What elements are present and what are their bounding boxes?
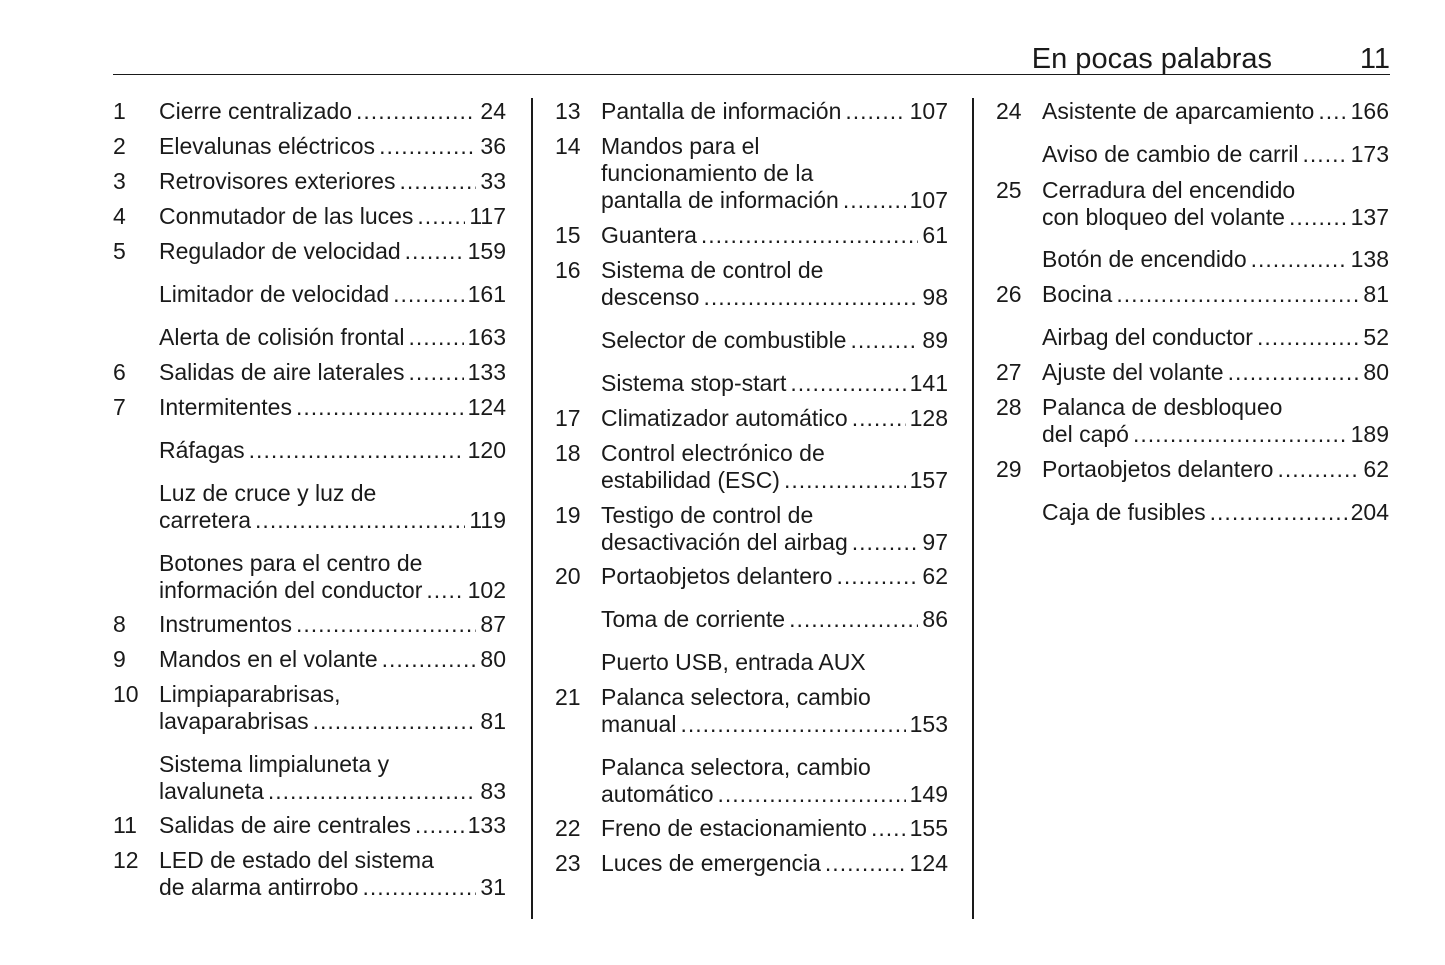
entry-text: Guantera [601,222,697,248]
entry-text: Alerta de colisión frontal [159,324,405,350]
dot-leader [408,359,463,386]
entry-text: lavaluneta [159,778,264,804]
dot-leader [405,238,464,265]
entry-text: funcionamiento de la [601,160,814,186]
page-reference: 189 [1350,421,1389,447]
dot-leader [843,187,906,214]
entry-text: Luz de cruce y luz de [159,480,377,506]
entry-text: Ajuste del volante [1042,359,1224,385]
entry-text: estabilidad (ESC) [601,467,780,493]
entry-text: Testigo de control de [601,502,814,528]
dot-leader [703,284,918,311]
entry-text: Portaobjetos delantero [1042,456,1274,482]
page-reference: 80 [1363,359,1389,385]
entry-text: Caja de fusibles [1042,499,1206,525]
dot-leader [399,168,476,195]
entry-number: 26 [996,281,1022,307]
entry-number: 5 [113,238,126,264]
entry-number: 4 [113,203,126,229]
page-reference: 137 [1350,204,1389,230]
entry-number: 2 [113,133,126,159]
entry-text: Limitador de velocidad [159,281,390,307]
dot-leader [845,98,905,125]
entry-text: Ráfagas [159,437,245,463]
page-reference: 141 [909,370,948,396]
entry-text: del capó [1042,421,1129,447]
entry-text: Freno de estacionamiento [601,815,867,841]
entry-number: 13 [555,98,581,124]
page-reference: 120 [467,437,506,463]
entry-number: 21 [555,684,581,710]
dot-leader [426,577,463,604]
dot-leader [393,281,463,308]
entry-text: Limpiaparabrisas, [159,681,341,707]
dot-leader [362,874,476,901]
entry-text: Botones para el centro de [159,550,423,576]
entry-number: 27 [996,359,1022,385]
page-reference: 86 [922,606,948,632]
page-reference: 155 [909,815,948,841]
page-reference: 159 [467,238,506,264]
dot-leader [296,394,464,421]
page-reference: 107 [909,187,948,213]
dot-leader [718,781,906,808]
entry-number: 10 [113,681,139,707]
dot-leader [789,606,918,633]
entry-number: 12 [113,847,139,873]
page-title: En pocas palabras [1031,43,1272,75]
entry-number: 7 [113,394,126,420]
page-reference: 97 [922,529,948,555]
page-reference: 98 [922,284,948,310]
entry-number: 29 [996,456,1022,482]
dot-leader [852,405,906,432]
page-reference: 107 [909,98,948,124]
dot-leader [255,507,465,534]
entry-text: Mandos en el volante [159,646,378,672]
index-column-3 [996,98,1389,918]
page-reference: 138 [1350,246,1389,272]
dot-leader [1228,359,1360,386]
entry-number: 14 [555,133,581,159]
entry-number: 9 [113,646,126,672]
entry-text: Control electrónico de [601,440,825,466]
dot-leader [1318,98,1346,125]
entry-text: de alarma antirrobo [159,874,359,900]
entry-number: 16 [555,257,581,283]
page-reference: 102 [467,577,506,603]
entry-text: Sistema stop-start [601,370,787,396]
dot-leader [382,646,477,673]
index-column-1 [113,98,506,918]
entry-text: descenso [601,284,700,310]
page-reference: 128 [909,405,948,431]
entry-text: información del conductor [159,577,423,603]
page-reference: 83 [480,778,506,804]
entry-text: Palanca de desbloqueo [1042,394,1283,420]
dot-leader [852,529,919,556]
dot-leader [417,203,465,230]
page-reference: 81 [480,708,506,734]
entry-number: 24 [996,98,1022,124]
dot-leader [1251,246,1347,273]
page-reference: 119 [469,507,506,533]
entry-text: Airbag del conductor [1042,324,1253,350]
dot-leader [379,133,476,160]
dot-leader [701,222,919,249]
entry-text: Aviso de cambio de carril [1042,141,1299,167]
entry-text: Intermitentes [159,394,292,420]
entry-number: 1 [113,98,126,124]
entry-text: Salidas de aire laterales [159,359,405,385]
page-reference: 166 [1350,98,1389,124]
page-reference: 31 [480,874,506,900]
entry-text: Instrumentos [159,611,292,637]
page-header [113,40,1390,75]
dot-leader [1303,141,1347,168]
entry-number: 25 [996,177,1022,203]
dot-leader [408,324,463,351]
entry-text: Selector de combustible [601,327,847,353]
dot-leader [790,370,905,397]
entry-text: Portaobjetos delantero [601,563,833,589]
dot-leader [1289,204,1347,231]
entry-text: Bocina [1042,281,1113,307]
dot-leader [784,467,906,494]
dot-leader [249,437,464,464]
entry-text: Climatizador automático [601,405,848,431]
entry-number: 20 [555,563,581,589]
entry-text: Cierre centralizado [159,98,353,124]
entry-number: 15 [555,222,581,248]
entry-number: 28 [996,394,1022,420]
dot-leader [356,98,476,125]
entry-text: Palanca selectora, cambio [601,684,871,710]
page-reference: 163 [467,324,506,350]
page-reference: 133 [467,359,506,385]
entry-text: Botón de encendido [1042,246,1247,272]
entry-number: 3 [113,168,126,194]
entry-text: Sistema de control de [601,257,824,283]
entry-text: manual [601,711,677,737]
entry-text: Mandos para el [601,133,760,159]
entry-text: pantalla de información [601,187,839,213]
page-reference: 62 [1363,456,1389,482]
dot-leader [1257,324,1359,351]
dot-leader [825,850,906,877]
page-reference: 24 [480,98,506,124]
dot-leader [1210,499,1347,526]
dot-leader [850,327,918,354]
entry-text: Salidas de aire centrales [159,812,411,838]
page-reference: 80 [480,646,506,672]
page-reference: 153 [909,711,948,737]
page-reference: 81 [1363,281,1389,307]
page-reference: 157 [909,467,948,493]
dot-leader [415,812,464,839]
entry-number: 19 [555,502,581,528]
entry-text: Retrovisores exteriores [159,168,396,194]
page-reference: 36 [480,133,506,159]
entry-number: 6 [113,359,126,385]
page-reference: 204 [1350,499,1389,525]
entry-number: 11 [113,812,137,838]
entry-text: Luces de emergencia [601,850,821,876]
entry-text: desactivación del airbag [601,529,848,555]
dot-leader [296,611,476,638]
entry-number: 8 [113,611,126,637]
page-reference: 89 [922,327,948,353]
dot-leader [680,711,905,738]
entry-number: 23 [555,850,581,876]
page-reference: 52 [1363,324,1389,350]
entry-number: 22 [555,815,581,841]
entry-text: Conmutador de las luces [159,203,414,229]
entry-text: Asistente de aparcamiento [1042,98,1315,124]
dot-leader [1277,456,1359,483]
index-column-2 [555,98,948,918]
entry-text: carretera [159,507,252,533]
entry-text: automático [601,781,714,807]
entry-text: lavaparabrisas [159,708,309,734]
page-reference: 61 [922,222,948,248]
dot-leader [313,708,477,735]
entry-text: Elevalunas eléctricos [159,133,376,159]
entry-number: 17 [555,405,581,431]
entry-text: Puerto USB, entrada AUX [601,649,866,675]
column-divider [972,98,974,919]
page-reference: 133 [467,812,506,838]
page-number: 11 [1359,43,1390,75]
page-reference: 62 [922,563,948,589]
page-reference: 173 [1350,141,1389,167]
entry-text: Pantalla de información [601,98,842,124]
entry-text: Cerradura del encendido [1042,177,1296,203]
page-reference: 149 [909,781,948,807]
entry-text: Palanca selectora, cambio [601,754,871,780]
page-reference: 33 [480,168,506,194]
entry-text: con bloqueo del volante [1042,204,1285,230]
entry-number: 18 [555,440,581,466]
page-reference: 117 [469,203,506,229]
page-reference: 87 [480,611,506,637]
page-reference: 124 [909,850,948,876]
entry-text: LED de estado del sistema [159,847,434,873]
entry-text: Sistema limpialuneta y [159,751,390,777]
entry-text: Regulador de velocidad [159,238,401,264]
page-reference: 124 [467,394,506,420]
dot-leader [871,815,906,842]
page-reference: 161 [467,281,506,307]
entry-text: Toma de corriente [601,606,786,632]
dot-leader [1133,421,1347,448]
dot-leader [1116,281,1359,308]
column-divider [531,98,533,919]
dot-leader [836,563,918,590]
dot-leader [268,778,477,805]
